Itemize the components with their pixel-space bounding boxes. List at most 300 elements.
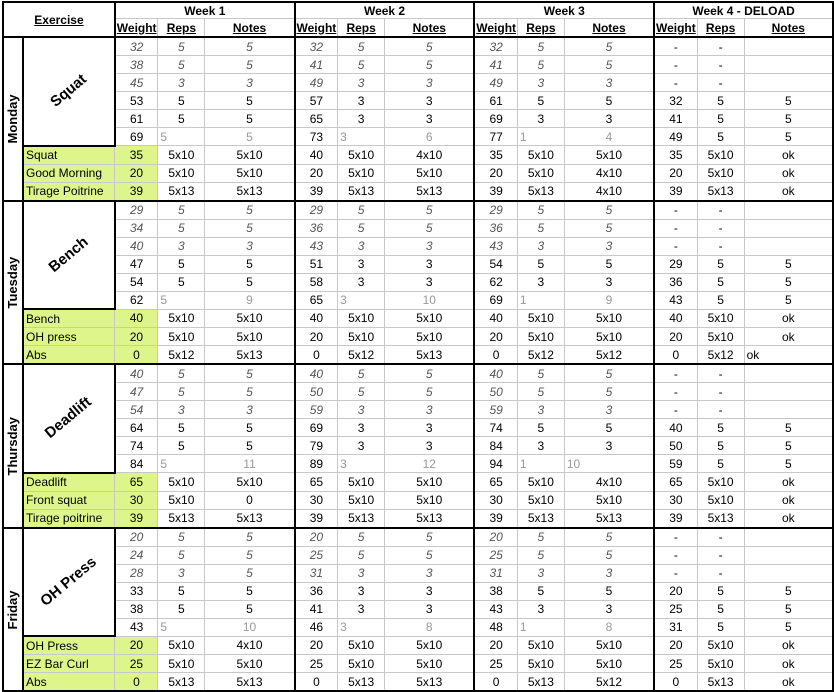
set-weight-cell[interactable]: - <box>654 401 697 419</box>
set-weight-cell[interactable]: 74 <box>474 419 517 437</box>
set-reps-cell[interactable]: - <box>697 219 744 237</box>
set-notes-cell[interactable] <box>744 201 833 220</box>
set-notes-cell[interactable]: 5 <box>205 56 295 74</box>
column-header-weight[interactable]: Weight <box>115 19 158 38</box>
set-notes-cell[interactable]: 3 <box>385 110 475 128</box>
column-header-notes[interactable]: Notes <box>744 19 833 38</box>
assistance-notes-cell[interactable]: ok <box>744 146 833 165</box>
assistance-reps-cell[interactable]: 5x10 <box>338 473 385 492</box>
assistance-reps-cell[interactable]: 5x13 <box>697 673 744 692</box>
assistance-weight-cell[interactable]: 39 <box>115 509 158 528</box>
set-reps-cell[interactable]: 3 <box>338 128 385 146</box>
set-reps-cell[interactable]: 5 <box>517 364 564 383</box>
set-reps-cell[interactable]: 5 <box>158 201 205 220</box>
assistance-exercise-name[interactable]: Deadlift <box>23 473 115 492</box>
set-reps-cell[interactable]: 3 <box>338 600 385 618</box>
set-reps-cell[interactable]: - <box>697 383 744 401</box>
set-weight-cell[interactable]: 84 <box>474 437 517 455</box>
assistance-reps-cell[interactable]: 5x10 <box>338 146 385 165</box>
set-notes-cell[interactable]: 5 <box>564 364 654 383</box>
set-weight-cell[interactable]: - <box>654 37 697 56</box>
set-notes-cell[interactable]: 5 <box>564 92 654 110</box>
set-notes-cell[interactable]: 5 <box>205 582 295 600</box>
set-notes-cell[interactable]: 5 <box>564 201 654 220</box>
set-reps-cell[interactable]: 3 <box>517 273 564 291</box>
set-weight-cell[interactable]: 59 <box>295 401 338 419</box>
assistance-notes-cell[interactable]: 5x10 <box>564 309 654 328</box>
set-weight-cell[interactable]: 49 <box>654 128 697 146</box>
assistance-reps-cell[interactable]: 5x10 <box>697 309 744 328</box>
set-reps-cell[interactable]: - <box>697 528 744 547</box>
set-notes-cell[interactable]: 3 <box>564 110 654 128</box>
set-weight-cell[interactable]: 46 <box>295 618 338 636</box>
assistance-reps-cell[interactable]: 5x10 <box>517 328 564 346</box>
set-weight-cell[interactable]: 41 <box>654 110 697 128</box>
set-reps-cell[interactable]: 5 <box>158 582 205 600</box>
assistance-exercise-name[interactable]: OH Press <box>23 636 115 655</box>
set-weight-cell[interactable]: 45 <box>115 74 158 92</box>
column-header-reps[interactable]: Reps <box>517 19 564 38</box>
set-notes-cell[interactable]: 5 <box>744 600 833 618</box>
set-weight-cell[interactable]: 65 <box>295 291 338 309</box>
assistance-weight-cell[interactable]: 0 <box>474 346 517 365</box>
set-weight-cell[interactable]: 41 <box>295 56 338 74</box>
set-weight-cell[interactable]: 50 <box>474 383 517 401</box>
assistance-notes-cell[interactable]: 5x10 <box>385 164 475 182</box>
set-weight-cell[interactable]: 32 <box>654 92 697 110</box>
set-notes-cell[interactable]: 3 <box>385 255 475 273</box>
assistance-weight-cell[interactable]: 65 <box>115 473 158 492</box>
assistance-reps-cell[interactable]: 5x12 <box>338 346 385 365</box>
assistance-reps-cell[interactable]: 5x13 <box>517 509 564 528</box>
assistance-reps-cell[interactable]: 5x13 <box>517 673 564 692</box>
set-reps-cell[interactable]: 5 <box>338 528 385 547</box>
assistance-notes-cell[interactable]: ok <box>744 491 833 509</box>
set-reps-cell[interactable]: 5 <box>338 219 385 237</box>
assistance-weight-cell[interactable]: 40 <box>654 309 697 328</box>
set-notes-cell[interactable]: 3 <box>385 401 475 419</box>
set-reps-cell[interactable]: 5 <box>517 201 564 220</box>
assistance-reps-cell[interactable]: 5x12 <box>517 346 564 365</box>
set-reps-cell[interactable]: - <box>697 56 744 74</box>
assistance-reps-cell[interactable]: 5x10 <box>338 328 385 346</box>
assistance-weight-cell[interactable]: 20 <box>654 164 697 182</box>
set-reps-cell[interactable]: 3 <box>158 401 205 419</box>
set-notes-cell[interactable] <box>744 383 833 401</box>
set-reps-cell[interactable]: 5 <box>158 528 205 547</box>
set-notes-cell[interactable]: 10 <box>385 291 475 309</box>
set-weight-cell[interactable]: 25 <box>474 546 517 564</box>
assistance-reps-cell[interactable]: 5x10 <box>697 491 744 509</box>
set-notes-cell[interactable]: 5 <box>744 437 833 455</box>
set-reps-cell[interactable]: 3 <box>338 255 385 273</box>
column-header-reps[interactable]: Reps <box>338 19 385 38</box>
set-notes-cell[interactable]: 3 <box>385 564 475 582</box>
assistance-reps-cell[interactable]: 5x13 <box>158 509 205 528</box>
set-notes-cell[interactable]: 12 <box>385 455 475 473</box>
assistance-notes-cell[interactable]: 5x10 <box>205 146 295 165</box>
set-notes-cell[interactable]: 3 <box>564 74 654 92</box>
set-reps-cell[interactable]: 1 <box>517 618 564 636</box>
set-reps-cell[interactable]: - <box>697 37 744 56</box>
set-weight-cell[interactable]: 43 <box>474 237 517 255</box>
assistance-exercise-name[interactable]: EZ Bar Curl <box>23 655 115 673</box>
set-weight-cell[interactable]: 29 <box>654 255 697 273</box>
set-reps-cell[interactable]: 3 <box>517 401 564 419</box>
set-notes-cell[interactable]: 5 <box>385 546 475 564</box>
set-notes-cell[interactable]: 3 <box>205 401 295 419</box>
assistance-notes-cell[interactable]: 0 <box>205 491 295 509</box>
set-notes-cell[interactable]: 5 <box>744 92 833 110</box>
assistance-exercise-name[interactable]: OH press <box>23 328 115 346</box>
set-reps-cell[interactable]: 5 <box>158 618 205 636</box>
assistance-reps-cell[interactable]: 5x10 <box>517 473 564 492</box>
set-weight-cell[interactable]: 32 <box>295 37 338 56</box>
set-notes-cell[interactable]: 5 <box>205 564 295 582</box>
set-weight-cell[interactable]: 20 <box>295 528 338 547</box>
set-notes-cell[interactable]: 10 <box>564 455 654 473</box>
set-weight-cell[interactable]: 25 <box>295 546 338 564</box>
assistance-reps-cell[interactable]: 5x10 <box>697 473 744 492</box>
set-weight-cell[interactable]: 38 <box>115 56 158 74</box>
set-reps-cell[interactable]: 5 <box>158 419 205 437</box>
assistance-notes-cell[interactable]: 5x13 <box>205 182 295 201</box>
set-notes-cell[interactable]: 3 <box>564 273 654 291</box>
set-weight-cell[interactable]: 43 <box>115 618 158 636</box>
set-reps-cell[interactable]: 5 <box>517 528 564 547</box>
assistance-notes-cell[interactable]: 5x12 <box>564 673 654 692</box>
assistance-reps-cell[interactable]: 5x10 <box>338 655 385 673</box>
set-reps-cell[interactable]: 5 <box>697 128 744 146</box>
assistance-reps-cell[interactable]: 5x10 <box>158 164 205 182</box>
set-reps-cell[interactable]: 3 <box>517 437 564 455</box>
set-weight-cell[interactable]: 31 <box>654 618 697 636</box>
assistance-weight-cell[interactable]: 35 <box>115 146 158 165</box>
set-notes-cell[interactable]: 3 <box>564 237 654 255</box>
assistance-notes-cell[interactable]: ok <box>744 673 833 692</box>
assistance-weight-cell[interactable]: 20 <box>654 328 697 346</box>
assistance-weight-cell[interactable]: 20 <box>474 164 517 182</box>
assistance-notes-cell[interactable]: 5x10 <box>205 473 295 492</box>
set-weight-cell[interactable]: 51 <box>295 255 338 273</box>
set-reps-cell[interactable]: 5 <box>517 383 564 401</box>
set-reps-cell[interactable]: - <box>697 237 744 255</box>
assistance-notes-cell[interactable]: 5x13 <box>385 346 475 365</box>
set-notes-cell[interactable]: 3 <box>205 74 295 92</box>
set-weight-cell[interactable]: 50 <box>295 383 338 401</box>
set-weight-cell[interactable]: 73 <box>295 128 338 146</box>
set-weight-cell[interactable]: 53 <box>115 92 158 110</box>
set-notes-cell[interactable]: 5 <box>564 582 654 600</box>
assistance-notes-cell[interactable]: ok <box>744 182 833 201</box>
set-reps-cell[interactable]: 3 <box>338 564 385 582</box>
assistance-weight-cell[interactable]: 65 <box>654 473 697 492</box>
set-reps-cell[interactable]: 5 <box>158 364 205 383</box>
assistance-exercise-name[interactable]: Abs <box>23 346 115 365</box>
set-weight-cell[interactable]: 69 <box>474 291 517 309</box>
set-weight-cell[interactable]: 32 <box>474 37 517 56</box>
assistance-notes-cell[interactable]: ok <box>744 655 833 673</box>
column-header-reps[interactable]: Reps <box>158 19 205 38</box>
set-notes-cell[interactable]: 5 <box>744 128 833 146</box>
set-reps-cell[interactable]: 3 <box>338 618 385 636</box>
set-reps-cell[interactable]: - <box>697 546 744 564</box>
set-weight-cell[interactable]: 29 <box>295 201 338 220</box>
set-weight-cell[interactable]: 20 <box>115 528 158 547</box>
set-weight-cell[interactable]: 69 <box>295 419 338 437</box>
set-reps-cell[interactable]: 5 <box>338 56 385 74</box>
assistance-reps-cell[interactable]: 5x10 <box>517 636 564 655</box>
set-weight-cell[interactable]: 29 <box>115 201 158 220</box>
assistance-reps-cell[interactable]: 5x10 <box>158 328 205 346</box>
set-notes-cell[interactable]: 5 <box>385 37 475 56</box>
set-notes-cell[interactable]: 11 <box>205 455 295 473</box>
assistance-notes-cell[interactable]: 5x10 <box>385 655 475 673</box>
assistance-notes-cell[interactable]: ok <box>744 346 833 365</box>
set-reps-cell[interactable]: 3 <box>338 419 385 437</box>
set-notes-cell[interactable]: 5 <box>564 528 654 547</box>
set-weight-cell[interactable]: - <box>654 201 697 220</box>
set-reps-cell[interactable]: 5 <box>697 419 744 437</box>
set-weight-cell[interactable]: 54 <box>474 255 517 273</box>
set-notes-cell[interactable]: 5 <box>564 383 654 401</box>
set-notes-cell[interactable]: 4 <box>564 128 654 146</box>
assistance-weight-cell[interactable]: 0 <box>295 346 338 365</box>
set-reps-cell[interactable]: 5 <box>338 546 385 564</box>
assistance-notes-cell[interactable]: ok <box>744 636 833 655</box>
assistance-weight-cell[interactable]: 0 <box>654 346 697 365</box>
set-notes-cell[interactable]: 5 <box>205 383 295 401</box>
assistance-reps-cell[interactable]: 5x10 <box>697 655 744 673</box>
set-weight-cell[interactable]: - <box>654 364 697 383</box>
set-reps-cell[interactable]: 5 <box>697 437 744 455</box>
set-reps-cell[interactable]: 3 <box>338 455 385 473</box>
set-reps-cell[interactable]: 3 <box>517 237 564 255</box>
set-weight-cell[interactable]: 20 <box>474 528 517 547</box>
set-reps-cell[interactable]: 1 <box>517 291 564 309</box>
set-weight-cell[interactable]: 43 <box>474 600 517 618</box>
assistance-weight-cell[interactable]: 30 <box>115 491 158 509</box>
set-weight-cell[interactable]: - <box>654 383 697 401</box>
assistance-notes-cell[interactable]: 5x10 <box>564 328 654 346</box>
assistance-notes-cell[interactable]: 5x13 <box>564 509 654 528</box>
week-header-4[interactable]: Week 4 - DELOAD <box>654 2 833 19</box>
set-weight-cell[interactable]: 24 <box>115 546 158 564</box>
set-notes-cell[interactable]: 5 <box>564 546 654 564</box>
assistance-weight-cell[interactable]: 20 <box>295 164 338 182</box>
set-notes-cell[interactable] <box>744 546 833 564</box>
set-reps-cell[interactable]: 5 <box>697 582 744 600</box>
assistance-notes-cell[interactable]: ok <box>744 309 833 328</box>
assistance-reps-cell[interactable]: 5x10 <box>158 491 205 509</box>
assistance-weight-cell[interactable]: 40 <box>295 146 338 165</box>
set-weight-cell[interactable]: 36 <box>654 273 697 291</box>
assistance-reps-cell[interactable]: 5x13 <box>338 673 385 692</box>
exercise-header[interactable]: Exercise <box>3 2 115 37</box>
assistance-weight-cell[interactable]: 20 <box>295 328 338 346</box>
set-reps-cell[interactable]: 5 <box>697 92 744 110</box>
set-notes-cell[interactable] <box>744 237 833 255</box>
assistance-notes-cell[interactable]: 5x10 <box>564 655 654 673</box>
assistance-weight-cell[interactable]: 39 <box>474 509 517 528</box>
set-reps-cell[interactable]: 5 <box>158 110 205 128</box>
assistance-weight-cell[interactable]: 20 <box>474 328 517 346</box>
assistance-notes-cell[interactable]: 5x10 <box>385 473 475 492</box>
set-weight-cell[interactable]: 20 <box>654 582 697 600</box>
set-weight-cell[interactable]: 38 <box>474 582 517 600</box>
set-notes-cell[interactable] <box>744 528 833 547</box>
assistance-weight-cell[interactable]: 39 <box>654 509 697 528</box>
assistance-weight-cell[interactable]: 39 <box>654 182 697 201</box>
set-notes-cell[interactable]: 5 <box>205 128 295 146</box>
set-weight-cell[interactable]: 36 <box>295 219 338 237</box>
set-reps-cell[interactable]: 5 <box>697 618 744 636</box>
column-header-weight[interactable]: Weight <box>654 19 697 38</box>
set-reps-cell[interactable]: 5 <box>158 383 205 401</box>
assistance-weight-cell[interactable]: 35 <box>474 146 517 165</box>
set-reps-cell[interactable]: 5 <box>158 437 205 455</box>
set-weight-cell[interactable]: - <box>654 56 697 74</box>
assistance-weight-cell[interactable]: 39 <box>115 182 158 201</box>
set-notes-cell[interactable]: 5 <box>205 201 295 220</box>
set-reps-cell[interactable]: 3 <box>517 600 564 618</box>
column-header-reps[interactable]: Reps <box>697 19 744 38</box>
assistance-reps-cell[interactable]: 5x10 <box>338 309 385 328</box>
set-weight-cell[interactable]: 74 <box>115 437 158 455</box>
assistance-exercise-name[interactable]: Good Morning <box>23 164 115 182</box>
assistance-weight-cell[interactable]: 30 <box>654 491 697 509</box>
assistance-exercise-name[interactable]: Squat <box>23 146 115 165</box>
assistance-reps-cell[interactable]: 5x13 <box>338 509 385 528</box>
set-weight-cell[interactable]: - <box>654 237 697 255</box>
assistance-reps-cell[interactable]: 5x10 <box>338 636 385 655</box>
set-notes-cell[interactable]: 3 <box>564 437 654 455</box>
set-reps-cell[interactable]: 5 <box>338 201 385 220</box>
assistance-weight-cell[interactable]: 65 <box>474 473 517 492</box>
set-weight-cell[interactable]: - <box>654 546 697 564</box>
set-weight-cell[interactable]: 64 <box>115 419 158 437</box>
set-notes-cell[interactable]: 5 <box>385 219 475 237</box>
set-notes-cell[interactable]: 5 <box>564 37 654 56</box>
set-reps-cell[interactable]: 5 <box>517 255 564 273</box>
set-notes-cell[interactable]: 5 <box>205 273 295 291</box>
assistance-notes-cell[interactable]: 5x10 <box>564 491 654 509</box>
set-reps-cell[interactable]: 5 <box>338 37 385 56</box>
week-header-3[interactable]: Week 3 <box>474 2 654 19</box>
set-notes-cell[interactable]: 3 <box>385 273 475 291</box>
assistance-reps-cell[interactable]: 5x10 <box>517 309 564 328</box>
set-reps-cell[interactable]: 5 <box>338 364 385 383</box>
set-notes-cell[interactable]: 3 <box>564 564 654 582</box>
assistance-weight-cell[interactable]: 25 <box>295 655 338 673</box>
set-reps-cell[interactable]: 5 <box>697 455 744 473</box>
set-reps-cell[interactable]: 3 <box>338 92 385 110</box>
assistance-notes-cell[interactable]: 4x10 <box>564 164 654 182</box>
set-reps-cell[interactable]: 5 <box>158 128 205 146</box>
set-reps-cell[interactable]: 1 <box>517 455 564 473</box>
assistance-reps-cell[interactable]: 5x12 <box>158 346 205 365</box>
assistance-weight-cell[interactable]: 0 <box>115 673 158 692</box>
set-weight-cell[interactable]: 25 <box>654 600 697 618</box>
set-notes-cell[interactable]: 5 <box>744 255 833 273</box>
set-reps-cell[interactable]: 5 <box>158 546 205 564</box>
assistance-weight-cell[interactable]: 35 <box>654 146 697 165</box>
set-notes-cell[interactable]: 5 <box>564 419 654 437</box>
set-weight-cell[interactable]: 57 <box>295 92 338 110</box>
set-reps-cell[interactable]: 3 <box>517 110 564 128</box>
assistance-notes-cell[interactable]: 4x10 <box>564 473 654 492</box>
assistance-weight-cell[interactable]: 25 <box>654 655 697 673</box>
assistance-notes-cell[interactable]: 5x13 <box>385 673 475 692</box>
week-header-1[interactable]: Week 1 <box>115 2 295 19</box>
assistance-reps-cell[interactable]: 5x13 <box>697 509 744 528</box>
set-weight-cell[interactable]: 77 <box>474 128 517 146</box>
assistance-reps-cell[interactable]: 5x10 <box>517 164 564 182</box>
set-weight-cell[interactable]: - <box>654 219 697 237</box>
assistance-weight-cell[interactable]: 0 <box>295 673 338 692</box>
set-notes-cell[interactable]: 3 <box>385 419 475 437</box>
set-reps-cell[interactable]: 3 <box>338 582 385 600</box>
set-weight-cell[interactable]: 50 <box>654 437 697 455</box>
set-reps-cell[interactable]: 3 <box>517 74 564 92</box>
assistance-exercise-name[interactable]: Tirage Poitrine <box>23 182 115 201</box>
set-reps-cell[interactable]: 5 <box>697 273 744 291</box>
assistance-weight-cell[interactable]: 39 <box>295 182 338 201</box>
assistance-weight-cell[interactable]: 0 <box>654 673 697 692</box>
set-weight-cell[interactable]: 38 <box>115 600 158 618</box>
set-reps-cell[interactable]: 3 <box>517 564 564 582</box>
assistance-weight-cell[interactable]: 65 <box>295 473 338 492</box>
assistance-reps-cell[interactable]: 5x13 <box>697 182 744 201</box>
assistance-weight-cell[interactable]: 20 <box>115 636 158 655</box>
set-reps-cell[interactable]: 3 <box>338 237 385 255</box>
set-notes-cell[interactable]: 5 <box>744 273 833 291</box>
set-weight-cell[interactable]: 41 <box>295 600 338 618</box>
set-notes-cell[interactable]: 5 <box>205 37 295 56</box>
assistance-weight-cell[interactable]: 0 <box>474 673 517 692</box>
set-reps-cell[interactable]: - <box>697 564 744 582</box>
assistance-weight-cell[interactable]: 39 <box>474 182 517 201</box>
set-notes-cell[interactable]: 5 <box>385 383 475 401</box>
set-notes-cell[interactable]: 5 <box>205 364 295 383</box>
set-reps-cell[interactable]: 5 <box>158 455 205 473</box>
set-notes-cell[interactable]: 5 <box>744 455 833 473</box>
column-header-notes[interactable]: Notes <box>385 19 475 38</box>
set-weight-cell[interactable]: 31 <box>474 564 517 582</box>
assistance-weight-cell[interactable]: 30 <box>295 491 338 509</box>
set-weight-cell[interactable]: - <box>654 74 697 92</box>
set-weight-cell[interactable]: 69 <box>474 110 517 128</box>
set-notes-cell[interactable]: 5 <box>564 219 654 237</box>
week-header-2[interactable]: Week 2 <box>295 2 475 19</box>
set-weight-cell[interactable]: 65 <box>295 110 338 128</box>
set-reps-cell[interactable]: 5 <box>158 273 205 291</box>
assistance-notes-cell[interactable]: ok <box>744 164 833 182</box>
assistance-reps-cell[interactable]: 5x10 <box>158 636 205 655</box>
set-weight-cell[interactable]: 69 <box>115 128 158 146</box>
assistance-reps-cell[interactable]: 5x10 <box>338 164 385 182</box>
set-reps-cell[interactable]: 5 <box>517 219 564 237</box>
assistance-notes-cell[interactable]: 5x13 <box>385 509 475 528</box>
assistance-notes-cell[interactable]: 5x10 <box>385 636 475 655</box>
assistance-weight-cell[interactable]: 0 <box>115 346 158 365</box>
set-notes-cell[interactable]: 5 <box>744 110 833 128</box>
set-notes-cell[interactable]: 5 <box>205 419 295 437</box>
assistance-reps-cell[interactable]: 5x10 <box>697 164 744 182</box>
assistance-notes-cell[interactable]: ok <box>744 473 833 492</box>
set-notes-cell[interactable] <box>744 74 833 92</box>
assistance-weight-cell[interactable]: 20 <box>115 164 158 182</box>
